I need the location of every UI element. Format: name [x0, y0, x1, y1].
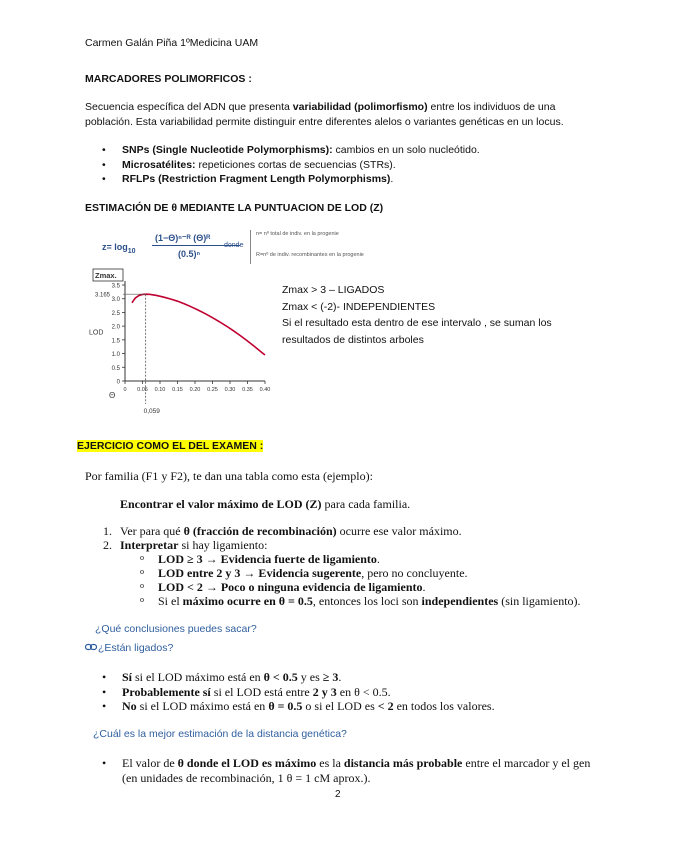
y-tick-label: 2.0	[111, 324, 120, 331]
answer-t3: en todos los valores.	[393, 699, 495, 713]
answer-bold: Sí	[122, 670, 133, 684]
final-b1: θ donde el LOD es máximo	[177, 756, 317, 770]
answers-list	[100, 670, 495, 714]
sub-pre: Si el	[158, 594, 183, 608]
rule-independent: Zmax < (-2)- INDEPENDIENTES	[282, 300, 436, 313]
list-item	[138, 580, 581, 594]
x-tick-label: 0.40	[259, 387, 271, 393]
task-bold: Encontrar el valor máximo de LOD (Z)	[120, 497, 322, 511]
x-tick-label: 0.10	[154, 387, 166, 393]
link-icon	[85, 642, 98, 654]
final-list	[100, 756, 600, 785]
marker-name: SNPs (Single Nucleotide Polymorphisms):	[122, 144, 333, 156]
brace-line	[250, 230, 255, 264]
intro-paragraph	[85, 100, 605, 130]
sub-post-2: (sin ligamiento).	[498, 594, 581, 608]
marker-desc: repeticiones cortas de secuencias (STRs).	[195, 158, 396, 171]
formula-def-r: R=nº de indiv. recombinantes en la progenie	[256, 252, 364, 258]
intro-text-2: entre los individuos de una	[427, 101, 556, 113]
question-distance: ¿Cuál es la mejor estimación de la distancia genética?	[93, 728, 347, 740]
formula-lhs	[102, 242, 136, 255]
formula-numerator: (1−Θ)ⁿ⁻ᴿ (Θ)ᴿ	[155, 233, 211, 243]
answer-t2: y es	[297, 670, 323, 684]
step-num: 2.	[103, 538, 112, 552]
answer-t2: o si el LOD es	[302, 699, 378, 713]
substeps-list	[138, 552, 581, 608]
rule-sum-2: resultados de distintos arboles	[282, 333, 424, 346]
formula-def-n: n= nº total de indiv. en la progenie	[256, 231, 339, 237]
sub-bold-2: independientes	[421, 594, 499, 608]
answer-t1: si el LOD máximo está en	[136, 699, 269, 713]
formula-lhs-text: z= log	[102, 242, 128, 252]
answer-bold: No	[122, 699, 137, 713]
marker-name: Microsatélites:	[122, 158, 196, 171]
exercise-task	[120, 497, 410, 512]
answer-bold: Probablemente sí	[122, 684, 211, 699]
section-title-markers: MARCADORES POLIMORFICOS :	[85, 73, 252, 85]
rule-sum-1: Si el resultado esta dentro de ese intervalo , se suman los	[282, 317, 552, 329]
y-tick-label: 0.5	[111, 365, 120, 372]
formula-denominator: (0.5)ⁿ	[178, 249, 201, 259]
sub-post: .	[422, 580, 426, 594]
lod-rules	[282, 282, 552, 348]
step-pre: Ver para qué	[120, 524, 184, 538]
list-item	[100, 756, 600, 785]
page-header: Carmen Galán Piña 1ºMedicina UAM	[85, 37, 259, 49]
marker-name: RFLPs (Restriction Fragment Length Polymorphisms)	[122, 173, 391, 185]
section-title-lod: ESTIMACIÓN DE θ MEDIANTE LA PUNTUACION DE LOD (Z)	[85, 202, 384, 214]
x-axis-label: Θ	[109, 391, 116, 400]
list-item	[100, 143, 480, 158]
y-tick-label: 0	[116, 379, 120, 386]
final-t2: es la	[316, 756, 344, 770]
x-tick-label: 0.15	[172, 387, 183, 393]
sub-bold: LOD entre 2 y 3 → Evidencia sugerente	[158, 566, 362, 580]
sub-post: , entonces los loci son	[312, 594, 422, 608]
sub-bold: máximo ocurre en θ = 0.5	[182, 594, 313, 608]
y-axis-label: LOD	[89, 329, 104, 337]
final-line2: (en unidades de recombinación, 1 θ = 1 cM aprox.).	[122, 770, 371, 785]
x-tick-label: 0	[123, 387, 127, 393]
sub-post: .	[376, 552, 380, 566]
intro-text-1: Secuencia específica del ADN que presenta	[85, 101, 293, 113]
answer-b2: θ = 0.5	[268, 699, 303, 713]
step-bold: θ (fracción de recombinación)	[183, 524, 337, 538]
step-bold: Interpretar	[120, 538, 179, 552]
peak-value-label: 0,059	[143, 408, 160, 415]
answer-b2: 2 y 3	[312, 684, 337, 699]
step-post: ocurre ese valor máximo.	[336, 524, 462, 538]
markers-list	[100, 143, 480, 187]
answer-t1: si el LOD está entre	[210, 684, 313, 699]
sub-bold: LOD ≥ 3 → Evidencia fuerte de ligamiento	[158, 552, 377, 566]
formula-donde: donde	[224, 242, 244, 249]
final-b2: distancia más probable	[343, 756, 463, 770]
page-number: 2	[335, 789, 341, 800]
lod-curve	[132, 294, 265, 355]
marker-desc: .	[390, 173, 394, 185]
exercise-title-text: EJERCICIO COMO EL DEL EXAMEN :	[77, 440, 264, 452]
final-t1: El valor de	[122, 756, 178, 770]
y-tick-label: 3.0	[111, 297, 120, 304]
lod-chart	[85, 265, 280, 415]
y-tick-label: 2.5	[111, 310, 120, 317]
answer-t2: en θ < 0.5.	[336, 684, 391, 699]
exercise-title	[77, 440, 263, 452]
zmax-value-label: 3.165	[95, 292, 111, 299]
answer-b2: θ < 0.5	[263, 670, 298, 684]
y-tick-label: 3.5	[111, 283, 120, 290]
list-item	[138, 552, 581, 566]
sub-post: , pero no concluyente.	[361, 566, 468, 580]
y-tick-label: 1.0	[111, 352, 120, 359]
x-tick-label: 0.35	[242, 387, 253, 393]
steps-list	[103, 524, 462, 552]
x-tick-label: 0.05	[137, 387, 148, 393]
exercise-intro: Por familia (F1 y F2), te dan una tabla como esta (ejemplo):	[85, 469, 373, 483]
step-post: si hay ligamiento:	[178, 538, 268, 552]
intro-bold: variabilidad (polimorfismo)	[292, 101, 428, 113]
x-tick-label: 0.20	[189, 387, 201, 393]
question-conclusions: ¿Qué conclusiones puedes sacar?	[95, 623, 257, 635]
question-linked	[85, 642, 173, 654]
y-tick-label: 1.5	[111, 338, 120, 345]
intro-text-3: población. Esta variabilidad permite distinguir entre diferentes alelos o variantes genéticas en un locus.	[85, 116, 564, 128]
answer-b3: ≥ 3	[322, 670, 339, 684]
list-item	[100, 172, 480, 187]
answer-b3: < 2	[377, 699, 394, 713]
rule-linked: Zmax > 3 – LIGADOS	[282, 284, 385, 296]
x-tick-label: 0.25	[207, 387, 218, 393]
x-tick-label: 0.30	[224, 387, 236, 393]
list-item	[100, 685, 495, 700]
task-text: para cada familia.	[321, 497, 411, 511]
formula-sub: 10	[127, 247, 136, 255]
sub-bold: LOD < 2 → Poco o ninguna evidencia de ligamiento	[158, 580, 423, 594]
list-item	[100, 158, 480, 173]
step-num: 1.	[103, 524, 112, 538]
list-item	[138, 566, 581, 580]
list-item	[100, 670, 495, 685]
chart-title: Zmax.	[95, 271, 117, 280]
step-item	[103, 524, 462, 538]
question-linked-text: ¿Están ligados?	[98, 642, 174, 654]
step-item	[103, 538, 462, 552]
list-item	[100, 699, 495, 714]
answer-t1: si el LOD máximo está en	[132, 670, 264, 684]
lod-formula	[100, 230, 364, 270]
marker-desc: cambios en un solo nucleótido.	[332, 144, 480, 156]
final-t3: entre el marcador y el gen	[462, 756, 591, 770]
list-item	[138, 594, 581, 608]
answer-t3: .	[338, 670, 342, 684]
